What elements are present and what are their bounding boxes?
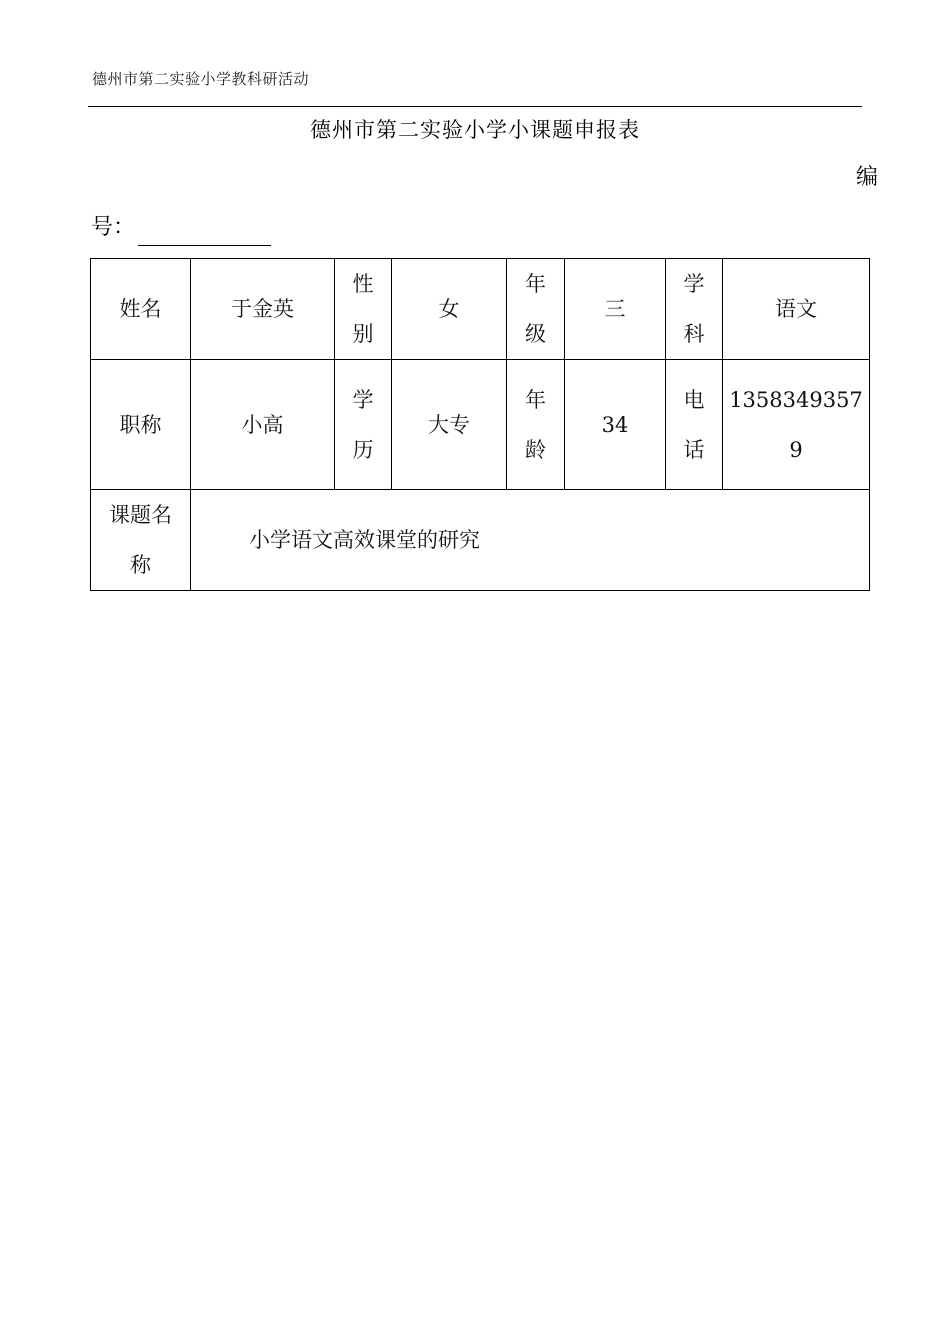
serial-number-label-part2: 号： [91, 215, 136, 240]
header-org-line: 德州市第二实验小学教科研活动 [92, 70, 310, 88]
phone-value-cell [723, 360, 870, 490]
title-label: 职称 [119, 412, 162, 437]
education-value-cell [392, 360, 507, 490]
document-title: 德州市第二实验小学小课题申报表 [310, 118, 640, 142]
phone-label-cell [666, 360, 723, 490]
education-value: 大专 [428, 412, 470, 437]
grade-value-cell [565, 259, 666, 360]
topic-value: 小学语文高效课堂的研究 [249, 528, 480, 552]
age-label-cell [507, 360, 565, 490]
phone-value: 13583493579 [729, 387, 863, 462]
gender-label: 性别 [352, 272, 374, 346]
subject-value: 语文 [775, 297, 817, 321]
subject-value-cell [723, 259, 870, 360]
gender-value-cell [392, 259, 507, 360]
form-row-topic [91, 490, 870, 591]
gender-value: 女 [438, 297, 460, 321]
form-row-professional-info [91, 360, 870, 490]
name-value: 于金英 [231, 297, 294, 321]
application-form-table [90, 258, 870, 591]
name-label-cell [91, 259, 191, 360]
subject-label: 学科 [683, 272, 705, 346]
topic-label: 课题名称 [109, 503, 172, 577]
title-label-cell [91, 360, 191, 490]
age-label: 年龄 [525, 387, 546, 462]
topic-label-cell [91, 490, 191, 591]
grade-label: 年级 [525, 272, 546, 346]
serial-number-label-part1: 编 [856, 165, 879, 190]
serial-number-blank-line [138, 245, 271, 246]
form-row-basic-info [91, 259, 870, 360]
name-label: 姓名 [119, 297, 162, 321]
grade-value: 三 [604, 297, 626, 321]
education-label: 学历 [352, 387, 374, 462]
education-label-cell [335, 360, 392, 490]
name-value-cell [191, 259, 335, 360]
header-divider [88, 106, 862, 107]
subject-label-cell [666, 259, 723, 360]
topic-value-cell [191, 490, 870, 591]
grade-label-cell [507, 259, 565, 360]
title-value: 小高 [241, 412, 284, 437]
age-value-cell [565, 360, 666, 490]
age-value: 34 [601, 412, 629, 437]
title-value-cell [191, 360, 335, 490]
gender-label-cell [335, 259, 392, 360]
phone-label: 电话 [683, 387, 705, 462]
